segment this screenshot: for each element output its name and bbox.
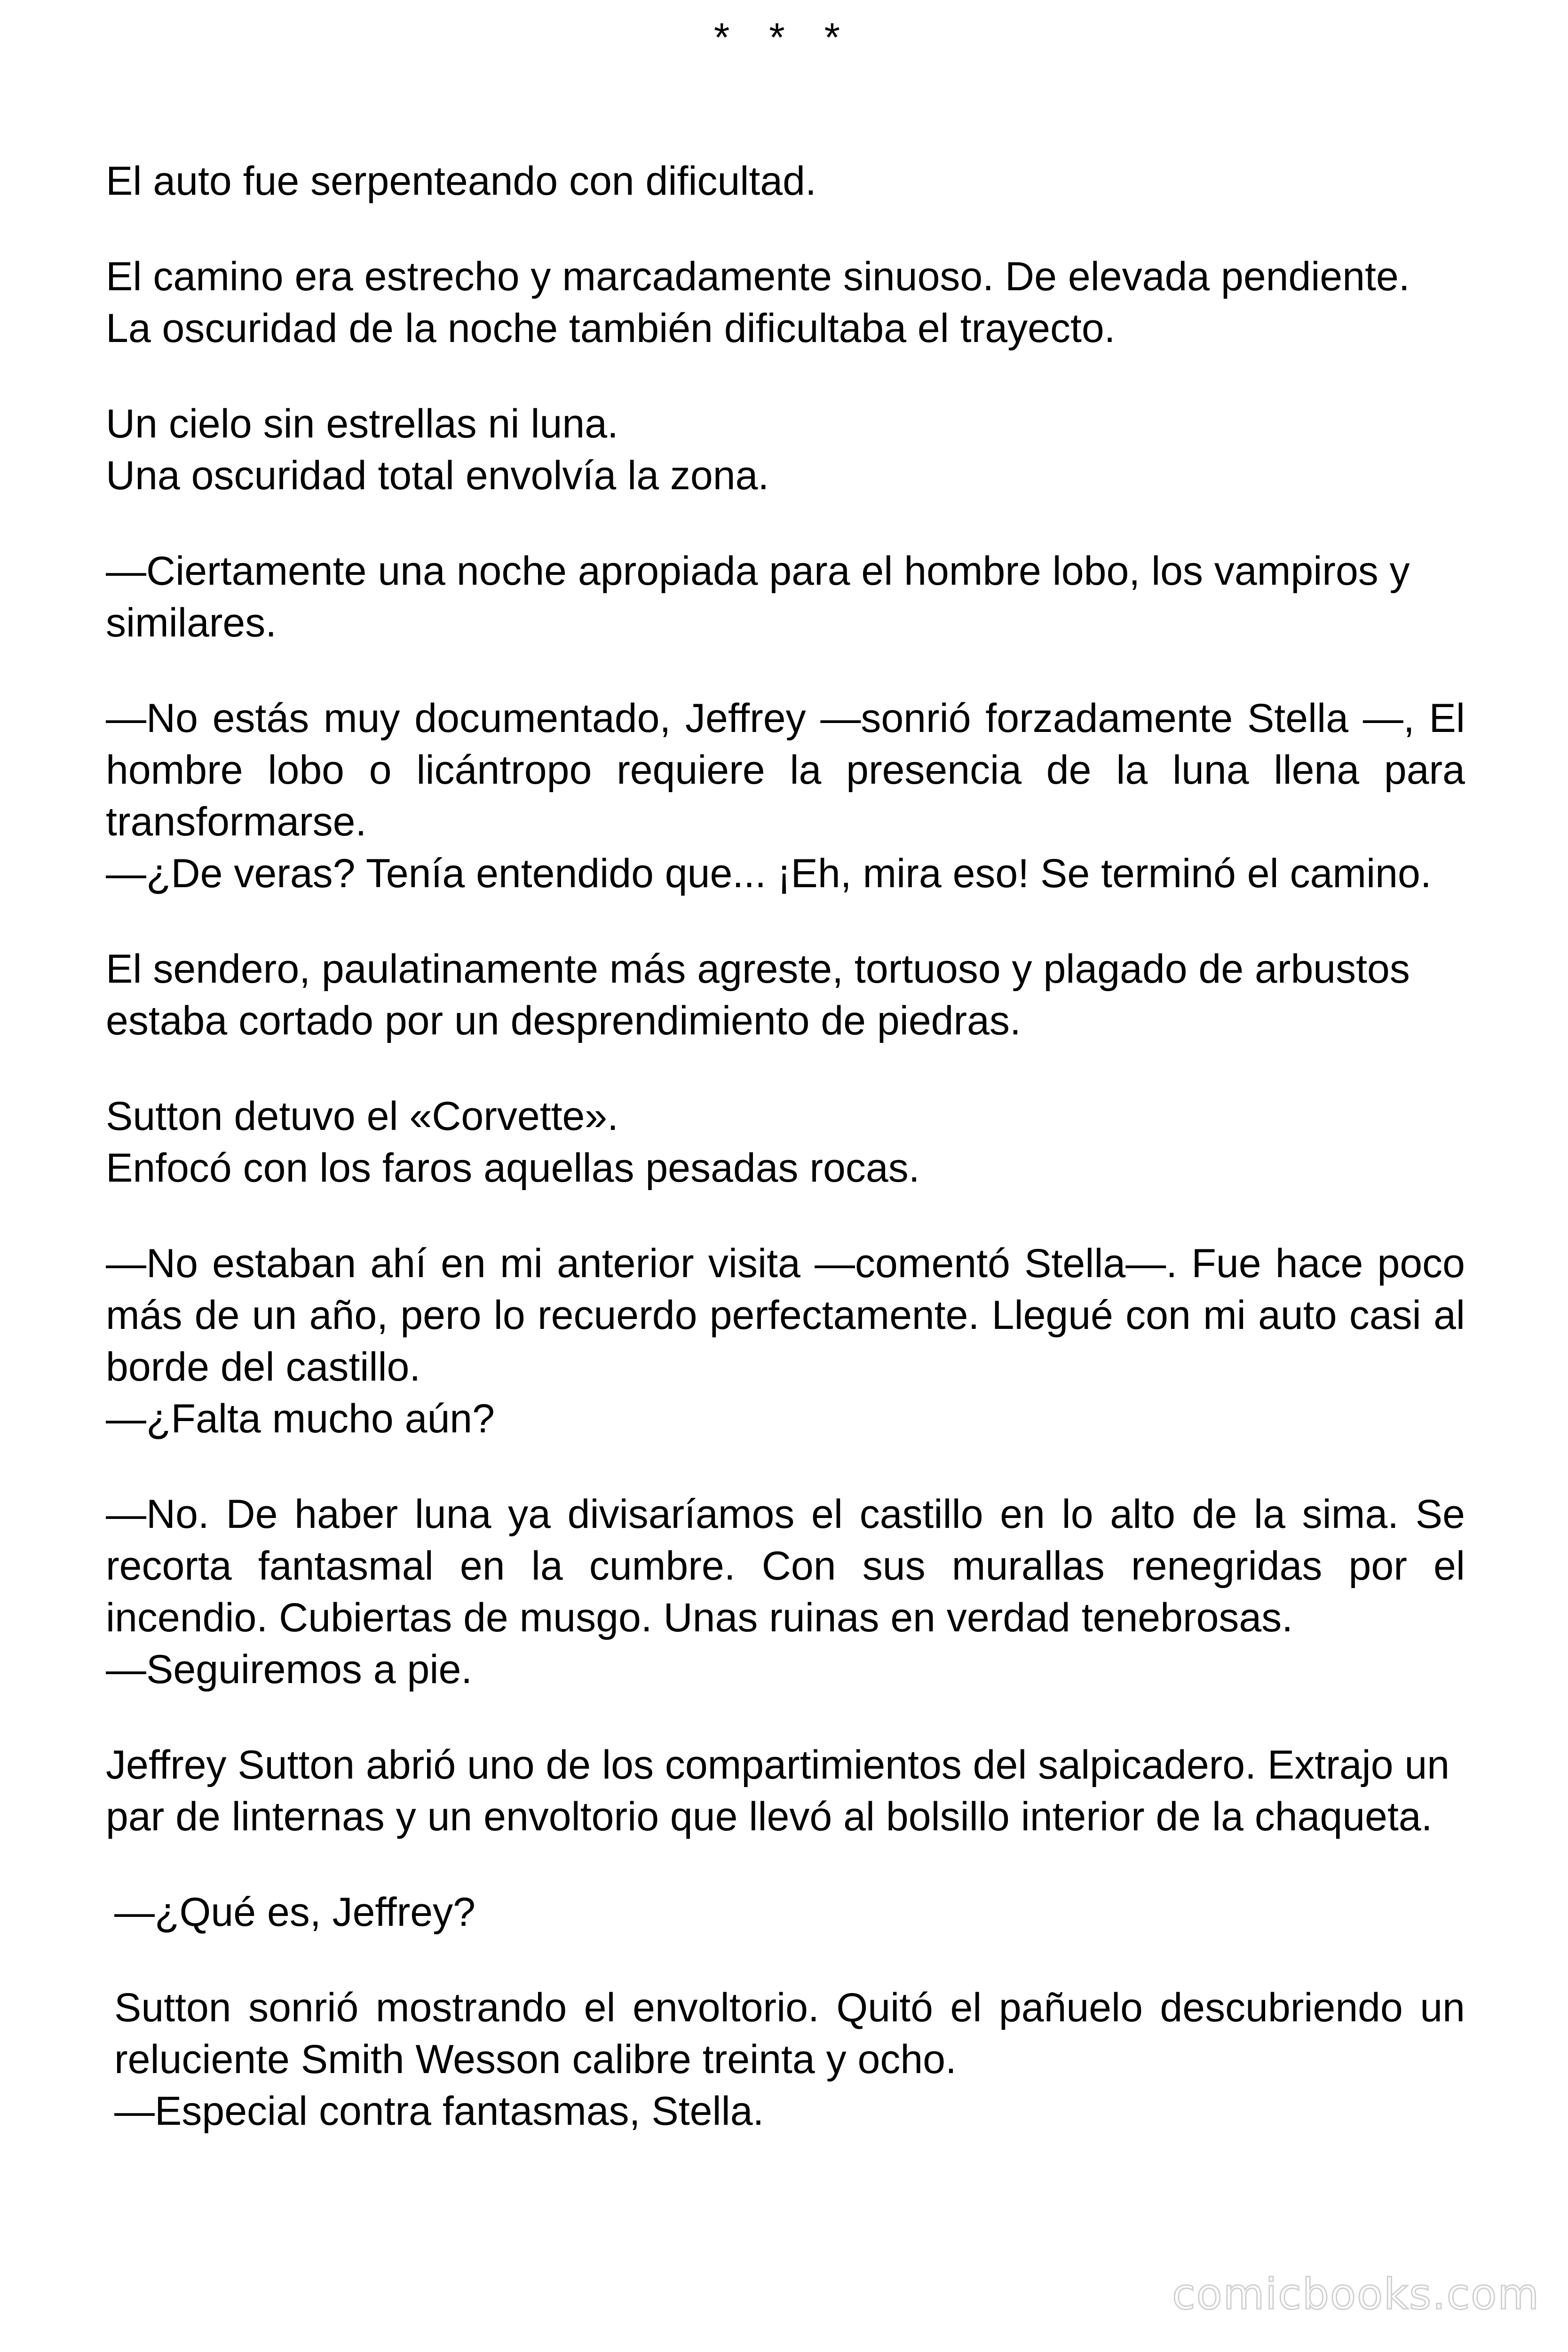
paragraph xyxy=(106,1090,1465,1194)
text-line: —Ciertamente una noche apropiada para el hombre lobo, los vampiros y similares. xyxy=(106,548,1410,645)
paragraph xyxy=(106,1238,1465,1445)
paragraph xyxy=(106,1739,1465,1843)
text-line: —¿De veras? Tenía entendido que... ¡Eh, mira eso! Se terminó el camino. xyxy=(106,851,1432,896)
paragraph xyxy=(106,1886,1465,1938)
text-line: Jeffrey Sutton abrió uno de los compartimientos del salpicadero. Extrajo un par de linternas y un envoltorio que llevó al bolsillo interior de la chaqueta. xyxy=(106,1742,1450,1839)
text-line: —¿Qué es, Jeffrey? xyxy=(114,1890,475,1935)
paragraph xyxy=(106,545,1465,649)
paragraph xyxy=(106,943,1465,1047)
paragraph xyxy=(106,1488,1465,1695)
paragraph xyxy=(106,398,1465,501)
paragraph xyxy=(106,251,1465,354)
watermark-logo: comicbooks.com xyxy=(1172,2270,1540,2319)
text-line: Enfocó con los faros aquellas pesadas rocas. xyxy=(106,1145,920,1191)
text-line: Sutton detuvo el «Corvette». xyxy=(106,1094,619,1139)
text-line: —Seguiremos a pie. xyxy=(106,1647,473,1692)
text-line: —¿Falta mucho aún? xyxy=(106,1396,495,1441)
text-line: —Especial contra fantasmas, Stella. xyxy=(114,2089,764,2134)
section-separator: * * * xyxy=(713,15,855,60)
text-line: El sendero, paulatinamente más agreste, tortuoso y plagado de arbustos estaba cortado por un desprendimiento de piedras. xyxy=(106,946,1410,1043)
text-line: El camino era estrecho y marcadamente sinuoso. De elevada pendiente. La oscuridad de la noche también dificultaba el trayecto. xyxy=(106,254,1410,351)
text-line: Sutton sonrió mostrando el envoltorio. Quitó el pañuelo descubriendo un reluciente Smith Wesson calibre treinta y ocho. xyxy=(114,1985,1465,2082)
text-line: —No estaban ahí en mi anterior visita —comentó Stella—. Fue hace poco más de un año, pero lo recuerdo perfectamente. Llegué con mi auto casi al borde del castillo. xyxy=(106,1241,1465,1390)
text-line: —No estás muy documentado, Jeffrey —sonrió forzadamente Stella —, El hombre lobo o licántropo requiere la presencia de la luna llena para transformarse. xyxy=(106,696,1465,844)
body-text xyxy=(106,155,1465,2181)
text-line: Una oscuridad total envolvía la zona. xyxy=(106,453,769,498)
paragraph xyxy=(106,692,1465,899)
text-line: —No. De haber luna ya divisaríamos el castillo en lo alto de la sima. Se recorta fantasmal en la cumbre. Con sus murallas renegridas por el incendio. Cubiertas de musgo. Unas ruinas en verdad tenebrosas. xyxy=(106,1492,1465,1640)
paragraph xyxy=(106,155,1465,207)
text-line: Un cielo sin estrellas ni luna. xyxy=(106,401,618,446)
paragraph xyxy=(106,1982,1465,2137)
text-line: El auto fue serpenteando con dificultad. xyxy=(106,159,816,204)
